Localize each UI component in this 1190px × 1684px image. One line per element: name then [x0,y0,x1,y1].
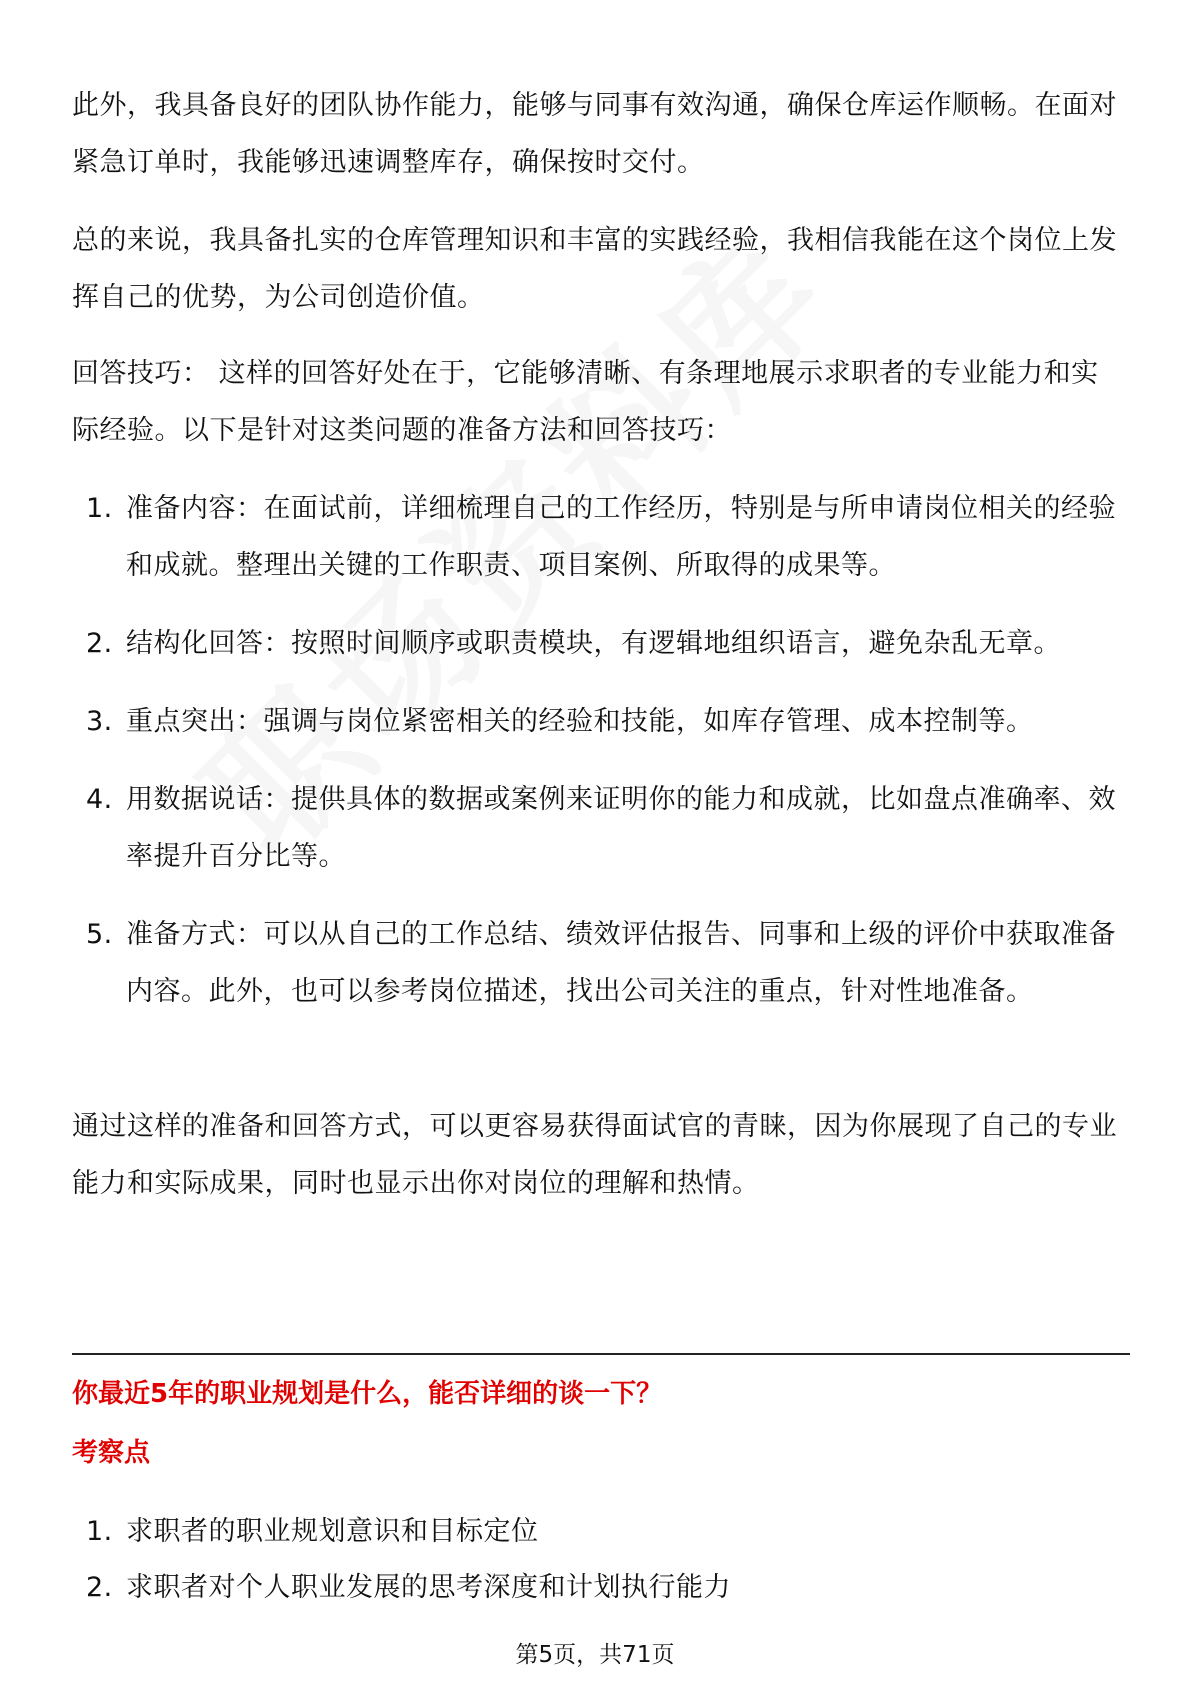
list-item [72,771,1130,885]
question-subtitle: 考察点 [72,1438,151,1468]
document-page [72,0,1130,1684]
list-number: 1. [86,1516,113,1547]
paragraph-answer-tips: 回答技巧： 这样的回答好处在于，它能够清晰、有条理地展示求职者的专业能力和实际经验。以下是针对这类问题的准备方法和回答技巧： [72,358,1099,446]
list-item-text: 求职者对个人职业发展的思考深度和计划执行能力 [126,1572,731,1603]
list-number: 5. [86,919,113,950]
list-item-text: 结构化回答：按照时间顺序或职责模块，有逻辑地组织语言，避免杂乱无章。 [126,628,1061,659]
list-item-text: 准备内容：在面试前，详细梳理自己的工作经历，特别是与所申请岗位相关的经验和成就。整理出关键的工作职责、项目案例、所取得的成果等。 [126,493,1116,581]
list-item-text: 求职者的职业规划意识和目标定位 [126,1516,539,1547]
list-number: 2. [86,1572,113,1603]
tips-list [72,480,1130,1020]
list-item [72,693,1130,750]
list-item [72,906,1130,1020]
list-item [72,1504,1130,1560]
paragraph-teamwork: 此外，我具备良好的团队协作能力，能够与同事有效沟通，确保仓库运作顺畅。在面对紧急订单时，我能够迅速调整库存，确保按时交付。 [72,90,1117,178]
list-item [72,480,1130,594]
list-number: 2. [86,628,113,659]
list-item-text: 用数据说话：提供具体的数据或案例来证明你的能力和成就，比如盘点准确率、效率提升百分比等。 [126,784,1116,872]
list-item [72,1560,1130,1616]
question-title: 你最近5年的职业规划是什么，能否详细的谈一下？ [72,1379,663,1409]
section-divider [72,1353,1130,1355]
paragraph-summary: 总的来说，我具备扎实的仓库管理知识和丰富的实践经验，我相信我能在这个岗位上发挥自己的优势，为公司创造价值。 [72,225,1117,313]
assessment-points-list [72,1504,1130,1616]
page-footer: 第5页，共71页 [515,1642,675,1668]
list-item-text: 重点突出：强调与岗位紧密相关的经验和技能，如库存管理、成本控制等。 [126,706,1034,737]
list-item-text: 准备方式：可以从自己的工作总结、绩效评估报告、同事和上级的评价中获取准备内容。此外，也可以参考岗位描述，找出公司关注的重点，针对性地准备。 [126,919,1116,1007]
list-number: 4. [86,784,113,815]
list-number: 3. [86,706,113,737]
list-number: 1. [86,493,113,524]
list-item [72,615,1130,672]
paragraph-closing: 通过这样的准备和回答方式，可以更容易获得面试官的青睐，因为你展现了自己的专业能力和实际成果，同时也显示出你对岗位的理解和热情。 [72,1111,1117,1199]
